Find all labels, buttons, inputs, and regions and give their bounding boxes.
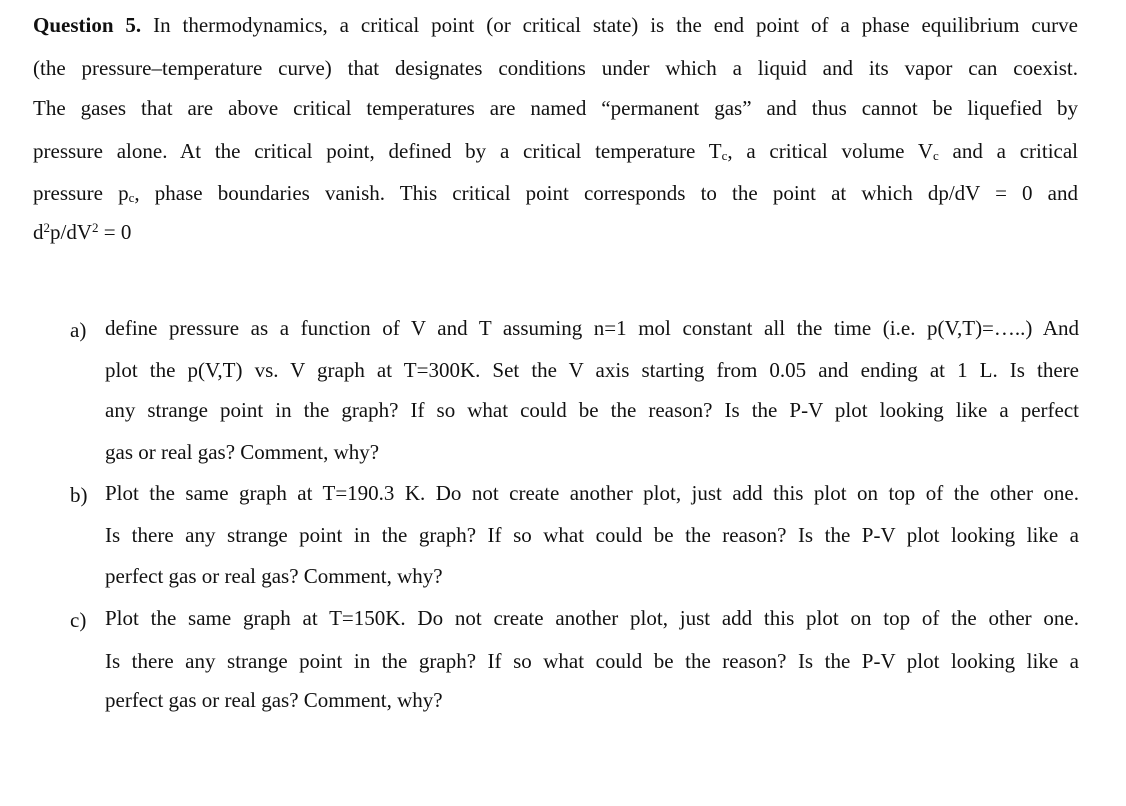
intro-line-5-part-b: , phase boundaries vanish. This critical point corresponds to the point at which dp/dV = 0 and	[134, 181, 1078, 205]
superscript-2: 2	[43, 219, 51, 235]
subscript-c: c	[721, 147, 728, 163]
item-b-line-2: Is there any strange point in the graph? If so what could be the reason? Is the P-V plot looking like a	[105, 523, 1079, 547]
intro-line-6-part-b: p/dV	[50, 220, 93, 244]
item-c-line-2: Is there any strange point in the graph? If so what could be the reason? Is the P-V plot looking like a	[105, 649, 1079, 673]
intro-line-1-text: In thermodynamics, a critical point (or critical state) is the end point of a phase equilibrium curve	[141, 13, 1078, 37]
question-label: Question 5.	[33, 13, 142, 37]
intro-line-4-part-b: , a critical volume V	[727, 139, 934, 163]
item-c-line-3: perfect gas or real gas? Comment, why?	[105, 688, 443, 712]
item-letter-a: a)	[70, 318, 87, 342]
intro-line-6-part-c: = 0	[98, 220, 132, 244]
intro-line-4-part-c: and a critical	[938, 139, 1079, 163]
item-a-line-1: define pressure as a function of V and T assuming n=1 mol constant all the time (i.e. p(V,T)=…..) And	[105, 316, 1079, 340]
item-a-line-3: any strange point in the graph? If so what could be the reason? Is the P-V plot looking like a perfect	[105, 398, 1079, 422]
intro-line-4-part-a: pressure alone. At the critical point, defined by a critical temperature T	[33, 139, 722, 163]
item-letter-b: b)	[70, 483, 88, 507]
subscript-c: c	[933, 147, 939, 163]
item-letter-c: c)	[70, 608, 87, 632]
item-a-line-4: gas or real gas? Comment, why?	[105, 440, 380, 464]
intro-line-6-part-a: d	[33, 220, 44, 244]
intro-line-5	[33, 183, 1078, 204]
intro-line-5-part-a: pressure p	[33, 181, 129, 205]
intro-line-1	[33, 15, 1078, 36]
intro-line-6	[33, 219, 132, 244]
item-b-line-1: Plot the same graph at T=190.3 K. Do not create another plot, just add this plot on top of the other one.	[105, 481, 1079, 505]
subscript-c: c	[128, 189, 135, 205]
item-b-line-3: perfect gas or real gas? Comment, why?	[105, 564, 443, 588]
superscript-2: 2	[92, 219, 99, 235]
intro-line-3: The gases that are above critical temperatures are named “permanent gas” and thus cannot be liquefied by	[33, 96, 1078, 120]
item-c-line-1: Plot the same graph at T=150K. Do not create another plot, just add this plot on top of the other one.	[105, 606, 1079, 630]
intro-line-2: (the pressure–temperature curve) that designates conditions under which a liquid and its vapor can coexist.	[33, 56, 1078, 80]
intro-line-4	[33, 141, 1078, 162]
item-a-line-2: plot the p(V,T) vs. V graph at T=300K. Set the V axis starting from 0.05 and ending at 1 L. Is there	[105, 358, 1079, 382]
